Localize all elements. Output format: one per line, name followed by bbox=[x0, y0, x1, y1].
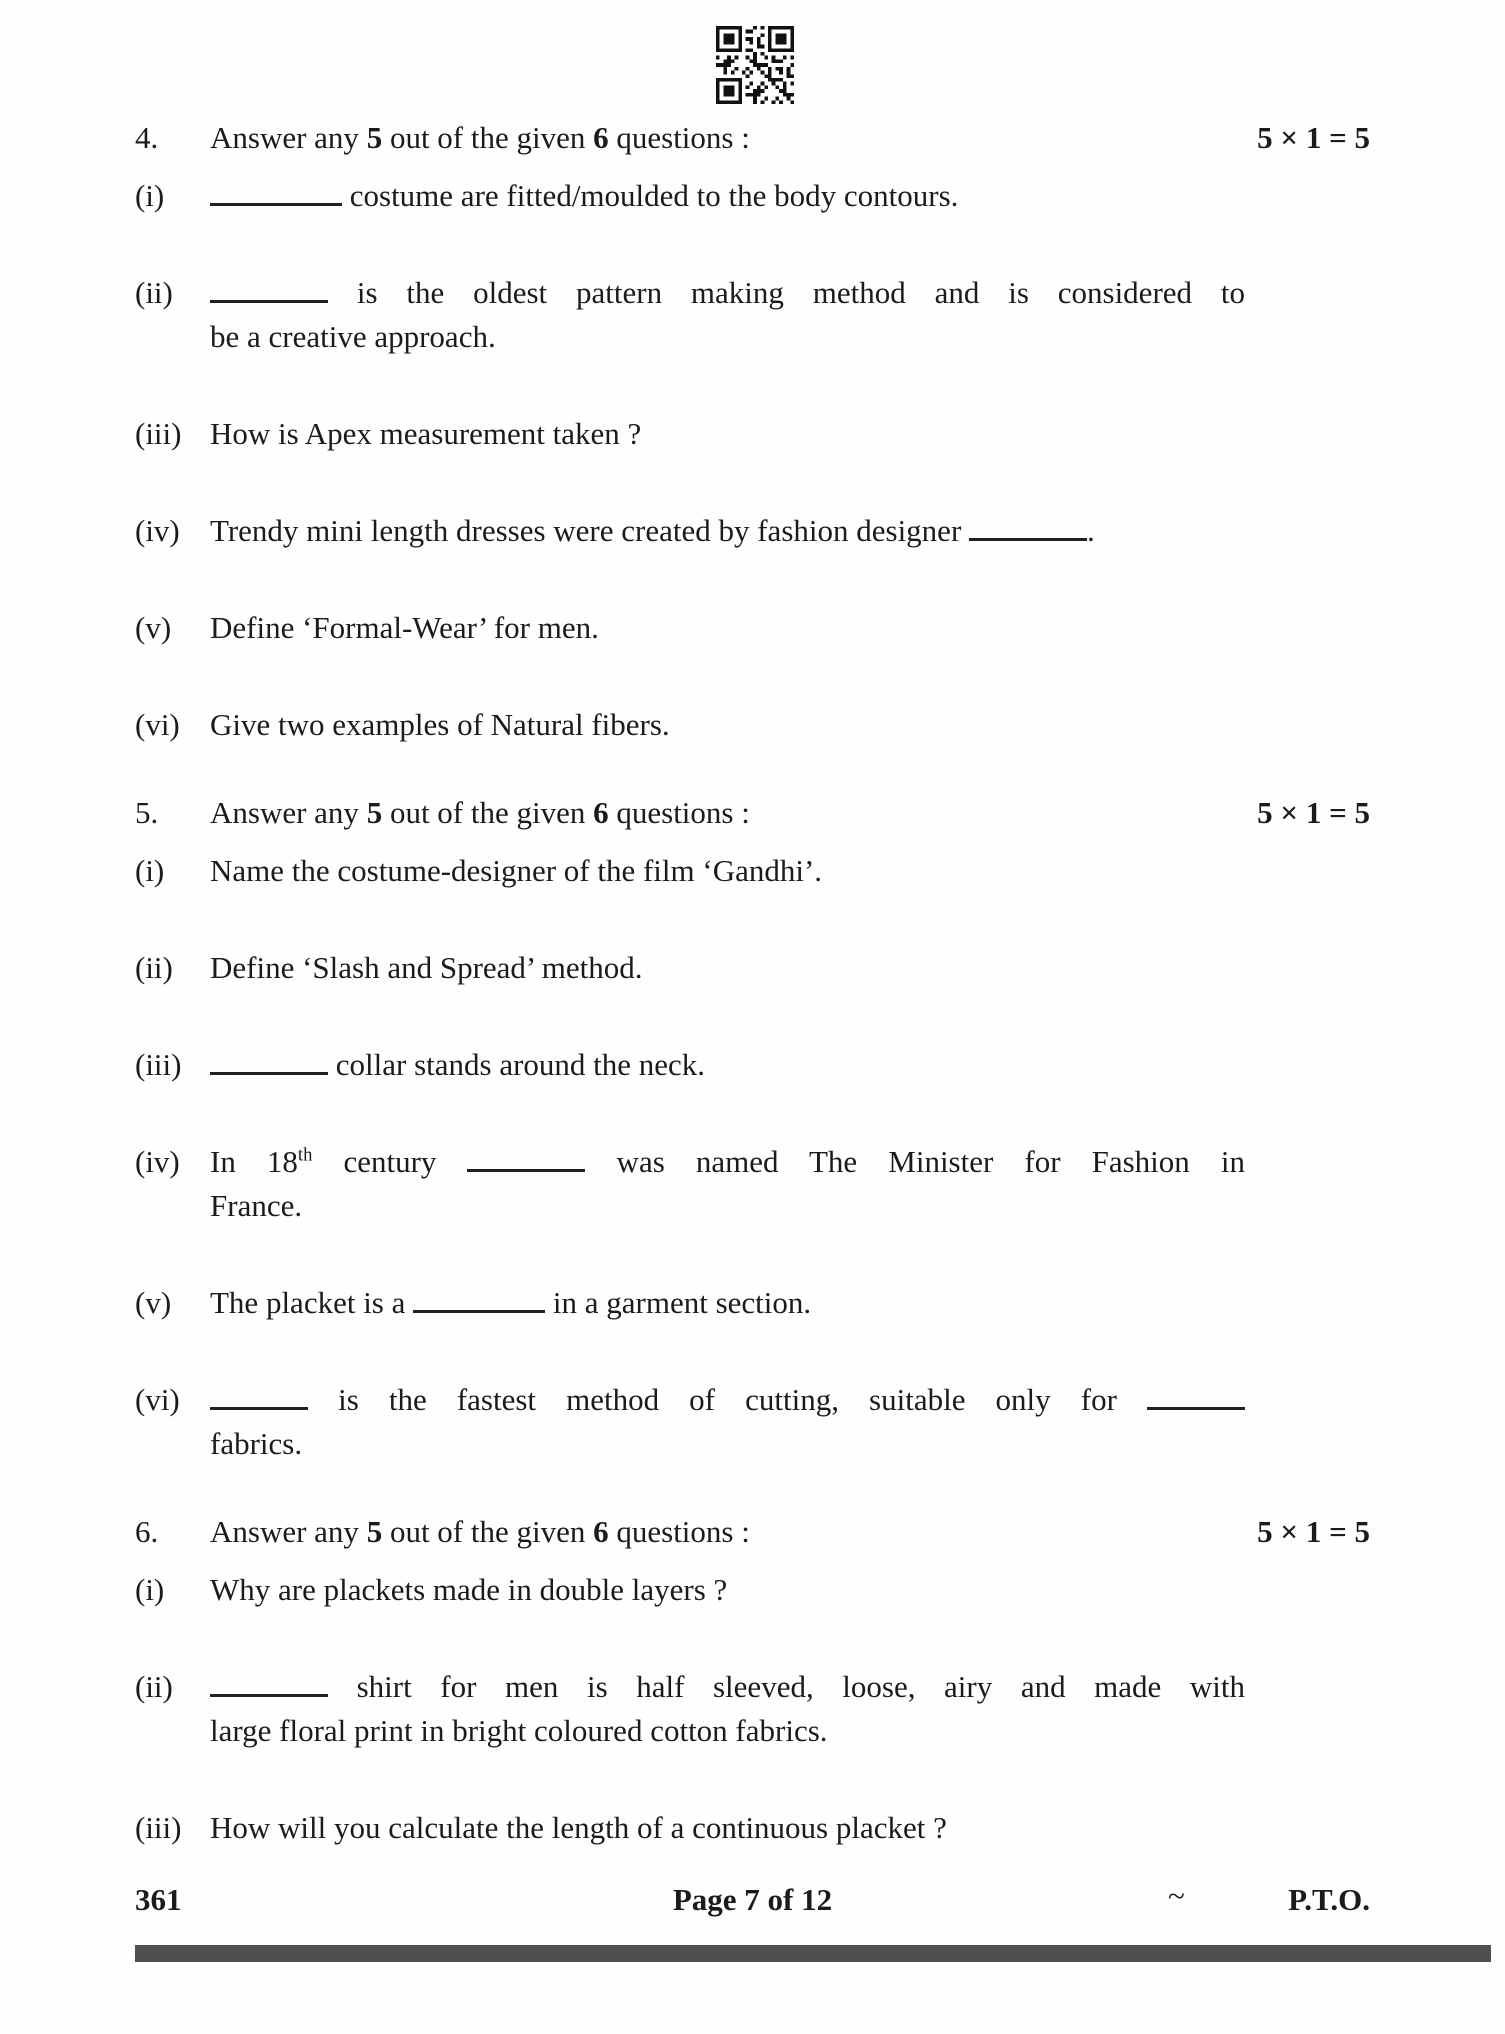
footer-pto-label: P.T.O. bbox=[1288, 1882, 1370, 1917]
question-item bbox=[135, 509, 1390, 553]
question-header bbox=[135, 1510, 1370, 1554]
item-label: (v) bbox=[135, 610, 172, 645]
item-line bbox=[210, 1140, 1245, 1184]
item-line bbox=[210, 509, 1245, 553]
item-line bbox=[210, 412, 1245, 456]
question-item bbox=[135, 606, 1390, 650]
text-segment: Give two examples of Natural fibers. bbox=[210, 707, 670, 742]
prompt-segment: out of the given bbox=[382, 1514, 594, 1549]
prompt-segment: 6 bbox=[593, 120, 609, 155]
question-item bbox=[135, 271, 1390, 359]
text-segment: collar stands around the neck. bbox=[328, 1047, 706, 1082]
text-segment: Name the costume-designer of the film ‘Gandhi’. bbox=[210, 853, 823, 888]
item-label: (i) bbox=[135, 178, 165, 213]
text-segment: century bbox=[312, 1144, 468, 1179]
text-segment: How will you calculate the length of a continuous placket ? bbox=[210, 1810, 947, 1845]
footer-paper-code: 361 bbox=[135, 1882, 182, 1917]
question-block bbox=[135, 116, 1390, 747]
superscript: th bbox=[297, 1144, 313, 1166]
item-line bbox=[210, 1378, 1245, 1422]
prompt-segment: out of the given bbox=[382, 795, 594, 830]
item-line bbox=[210, 849, 1245, 893]
item-label: (iv) bbox=[135, 1144, 180, 1179]
item-text bbox=[210, 1378, 1245, 1466]
item-line bbox=[210, 1422, 1245, 1466]
item-label: (v) bbox=[135, 1285, 172, 1320]
text-segment: Define ‘Formal-Wear’ for men. bbox=[210, 610, 599, 645]
item-text bbox=[210, 703, 1245, 747]
item-label: (i) bbox=[135, 853, 165, 888]
footer-bar bbox=[135, 1945, 1491, 1962]
qr-code-image bbox=[716, 26, 794, 104]
item-label: (ii) bbox=[135, 1669, 173, 1704]
footer-page-label: Page 7 of 12 bbox=[672, 1882, 833, 1917]
answer-blank bbox=[210, 177, 342, 206]
item-text bbox=[210, 1140, 1245, 1228]
question-item bbox=[135, 1665, 1390, 1753]
text-segment: In 18 bbox=[210, 1144, 298, 1179]
text-segment: How is Apex measurement taken ? bbox=[210, 416, 642, 451]
prompt-segment: questions : bbox=[608, 795, 750, 830]
item-text bbox=[210, 412, 1245, 456]
item-label: (iii) bbox=[135, 1810, 182, 1845]
text-segment: shirt for men is half sleeved, loose, airy and made with bbox=[328, 1669, 1245, 1704]
footer-tilde: ~ bbox=[1168, 1878, 1185, 1913]
item-line bbox=[210, 606, 1245, 650]
text-segment: is the fastest method of cutting, suitable only for bbox=[308, 1382, 1147, 1417]
answer-blank bbox=[210, 274, 328, 303]
item-line bbox=[210, 1281, 1245, 1325]
text-segment: Trendy mini length dresses were created by fashion designer bbox=[210, 513, 970, 548]
question-header bbox=[135, 791, 1370, 835]
prompt-segment: Answer any bbox=[210, 795, 367, 830]
question-item bbox=[135, 1806, 1390, 1850]
answer-blank bbox=[210, 1668, 328, 1697]
answer-blank bbox=[1147, 1381, 1245, 1410]
item-label: (i) bbox=[135, 1572, 165, 1607]
prompt-segment: 5 bbox=[366, 120, 383, 155]
item-label: (ii) bbox=[135, 950, 173, 985]
item-text bbox=[210, 1665, 1245, 1753]
question-prompt bbox=[210, 791, 750, 835]
item-text bbox=[210, 1806, 1245, 1850]
item-line bbox=[210, 1806, 1245, 1850]
item-label: (vi) bbox=[135, 1382, 180, 1417]
answer-blank bbox=[210, 1046, 328, 1075]
question-prompt bbox=[210, 1510, 750, 1554]
question-header bbox=[135, 116, 1370, 160]
question-item bbox=[135, 1568, 1390, 1612]
item-line bbox=[210, 271, 1245, 315]
prompt-segment: 6 bbox=[593, 1514, 609, 1549]
answer-blank bbox=[210, 1381, 308, 1410]
text-segment: France. bbox=[210, 1188, 303, 1223]
item-text bbox=[210, 271, 1245, 359]
question-block bbox=[135, 1510, 1390, 1850]
text-segment: be a creative approach. bbox=[210, 319, 496, 354]
question-item bbox=[135, 849, 1390, 893]
prompt-segment: 5 bbox=[366, 795, 383, 830]
prompt-segment: questions : bbox=[608, 1514, 750, 1549]
question-number: 6. bbox=[135, 1514, 159, 1549]
answer-blank bbox=[413, 1284, 545, 1313]
question-item bbox=[135, 1043, 1390, 1087]
item-line bbox=[210, 1043, 1245, 1087]
item-line bbox=[210, 1709, 1245, 1753]
item-text bbox=[210, 1281, 1245, 1325]
prompt-segment: 6 bbox=[593, 795, 609, 830]
item-text bbox=[210, 509, 1245, 553]
answer-blank bbox=[969, 512, 1087, 541]
question-number: 5. bbox=[135, 795, 159, 830]
item-text bbox=[210, 606, 1245, 650]
text-segment: Define ‘Slash and Spread’ method. bbox=[210, 950, 643, 985]
question-block bbox=[135, 791, 1390, 1466]
item-label: (vi) bbox=[135, 707, 180, 742]
item-label: (iv) bbox=[135, 513, 180, 548]
item-line bbox=[210, 1665, 1245, 1709]
item-line bbox=[210, 1568, 1245, 1612]
questions bbox=[135, 116, 1390, 1894]
text-segment: is the oldest pattern making method and is considered to bbox=[328, 275, 1245, 310]
text-segment: fabrics. bbox=[210, 1426, 303, 1461]
item-text bbox=[210, 946, 1245, 990]
marks-label: 5 × 1 = 5 bbox=[1257, 795, 1370, 830]
item-line bbox=[210, 174, 1245, 218]
text-segment: . bbox=[1087, 513, 1095, 548]
question-item bbox=[135, 1140, 1390, 1228]
question-item bbox=[135, 174, 1390, 218]
marks-label: 5 × 1 = 5 bbox=[1257, 1514, 1370, 1549]
prompt-segment: Answer any bbox=[210, 120, 367, 155]
item-text bbox=[210, 1043, 1245, 1087]
text-segment: large floral print in bright coloured cotton fabrics. bbox=[210, 1713, 828, 1748]
prompt-segment: 5 bbox=[366, 1514, 383, 1549]
item-label: (iii) bbox=[135, 416, 182, 451]
marks-label: 5 × 1 = 5 bbox=[1257, 120, 1370, 155]
item-text bbox=[210, 1568, 1245, 1612]
text-segment: costume are fitted/moulded to the body contours. bbox=[342, 178, 959, 213]
question-number: 4. bbox=[135, 120, 159, 155]
text-segment: was named The Minister for Fashion in bbox=[585, 1144, 1245, 1179]
item-label: (ii) bbox=[135, 275, 173, 310]
item-line bbox=[210, 946, 1245, 990]
question-item bbox=[135, 1281, 1390, 1325]
text-segment: Why are plackets made in double layers ? bbox=[210, 1572, 728, 1607]
item-text bbox=[210, 174, 1245, 218]
text-segment: in a garment section. bbox=[545, 1285, 812, 1320]
question-item bbox=[135, 703, 1390, 747]
question-prompt bbox=[210, 116, 750, 160]
answer-blank bbox=[467, 1143, 585, 1172]
text-segment: The placket is a bbox=[210, 1285, 414, 1320]
item-line bbox=[210, 315, 1245, 359]
question-item bbox=[135, 412, 1390, 456]
question-item bbox=[135, 1378, 1390, 1466]
prompt-segment: out of the given bbox=[382, 120, 594, 155]
prompt-segment: questions : bbox=[608, 120, 750, 155]
question-item bbox=[135, 946, 1390, 990]
item-text bbox=[210, 849, 1245, 893]
item-label: (iii) bbox=[135, 1047, 182, 1082]
item-line bbox=[210, 703, 1245, 747]
qr-code bbox=[716, 26, 794, 104]
item-line bbox=[210, 1184, 1245, 1228]
prompt-segment: Answer any bbox=[210, 1514, 367, 1549]
